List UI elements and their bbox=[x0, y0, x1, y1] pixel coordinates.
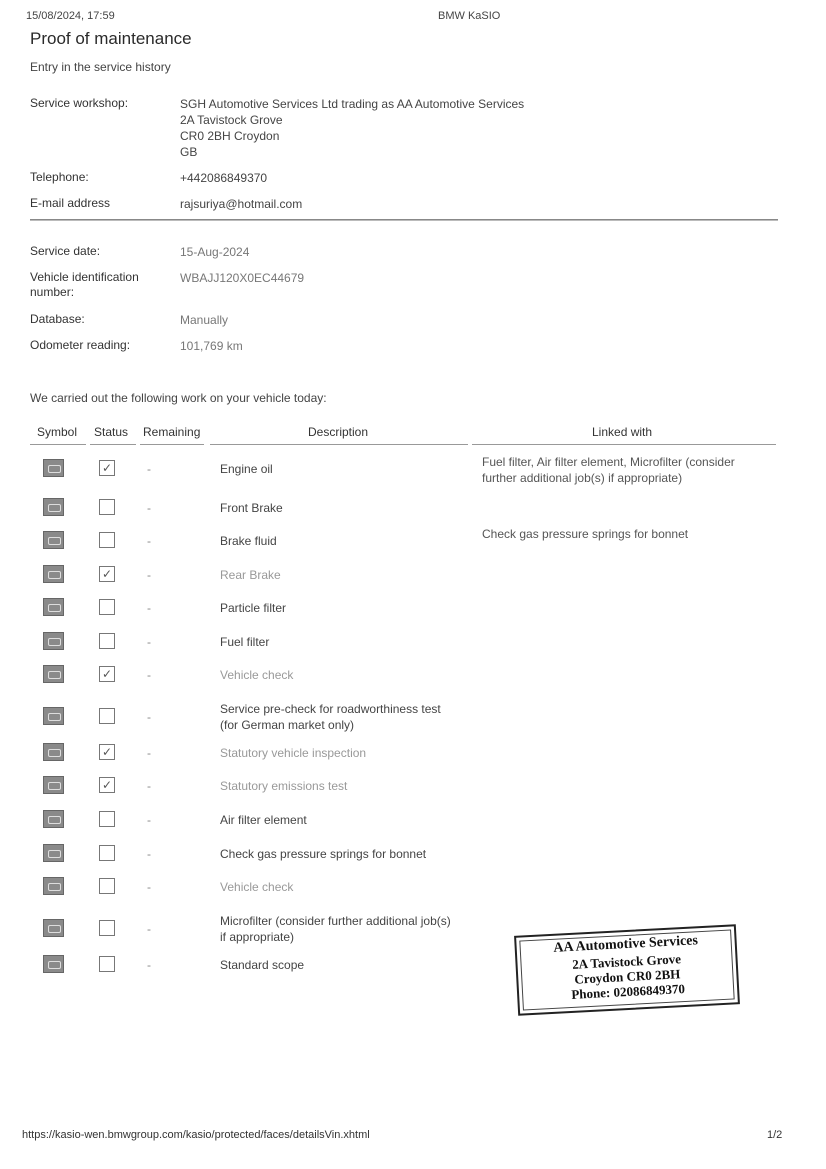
email-label: E-mail address bbox=[30, 196, 111, 210]
status-checkbox[interactable]: ✓ bbox=[99, 666, 115, 682]
col-status: Status bbox=[94, 425, 129, 439]
linked-with: Fuel filter, Air filter element, Microfilter (consider bbox=[482, 455, 735, 469]
remaining-value: - bbox=[147, 847, 151, 861]
item-description: Statutory vehicle inspection bbox=[220, 746, 367, 760]
service-workshop-label: Service workshop: bbox=[30, 96, 129, 110]
col-status-underline bbox=[90, 444, 136, 445]
status-checkbox[interactable] bbox=[99, 532, 115, 548]
status-checkbox[interactable]: ✓ bbox=[99, 777, 115, 793]
database-value: Manually bbox=[180, 313, 229, 327]
status-checkbox[interactable] bbox=[99, 599, 115, 615]
status-checkbox[interactable] bbox=[99, 811, 115, 827]
col-remaining-underline bbox=[140, 444, 204, 445]
status-checkbox[interactable]: ✓ bbox=[99, 744, 115, 760]
status-checkbox[interactable] bbox=[99, 956, 115, 972]
remaining-value: - bbox=[147, 462, 151, 476]
col-linked-underline bbox=[472, 444, 776, 445]
service-symbol-icon bbox=[43, 877, 64, 895]
item-description: Vehicle check bbox=[220, 880, 294, 894]
item-description: Front Brake bbox=[220, 501, 283, 515]
status-checkbox[interactable]: ✓ bbox=[99, 460, 115, 476]
odometer-label: Odometer reading: bbox=[30, 338, 131, 352]
service-symbol-icon bbox=[43, 531, 64, 549]
page-title: Proof of maintenance bbox=[30, 29, 192, 48]
service-symbol-icon bbox=[43, 743, 64, 761]
remaining-value: - bbox=[147, 668, 151, 682]
workshop-name: SGH Automotive Services Ltd trading as AA Automotive Services bbox=[180, 97, 525, 111]
item-description: Brake fluid bbox=[220, 534, 277, 548]
workshop-stamp bbox=[514, 924, 740, 1016]
item-description: Particle filter bbox=[220, 601, 287, 615]
service-symbol-icon bbox=[43, 919, 64, 937]
remaining-value: - bbox=[147, 568, 151, 582]
item-description-line2: (for German market only) bbox=[220, 718, 355, 732]
remaining-value: - bbox=[147, 635, 151, 649]
remaining-value: - bbox=[147, 922, 151, 936]
service-symbol-icon bbox=[43, 632, 64, 650]
linked-with-line2: further additional job(s) if appropriate) bbox=[482, 471, 683, 485]
email-value: rajsuriya@hotmail.com bbox=[180, 197, 303, 211]
item-description: Statutory emissions test bbox=[220, 779, 348, 793]
service-symbol-icon bbox=[43, 844, 64, 862]
remaining-value: - bbox=[147, 501, 151, 515]
item-description: Rear Brake bbox=[220, 568, 281, 582]
vin-label-line1: Vehicle identification bbox=[30, 270, 139, 284]
stamp-line-1: AA Automotive Services bbox=[553, 933, 699, 956]
print-datetime: 15/08/2024, 17:59 bbox=[26, 10, 115, 22]
service-date-label: Service date: bbox=[30, 244, 101, 258]
service-symbol-icon bbox=[43, 665, 64, 683]
remaining-value: - bbox=[147, 779, 151, 793]
status-checkbox[interactable] bbox=[99, 878, 115, 894]
item-description-line2: if appropriate) bbox=[220, 930, 295, 944]
item-description: Air filter element bbox=[220, 813, 307, 827]
status-checkbox[interactable] bbox=[99, 633, 115, 649]
status-checkbox[interactable] bbox=[99, 845, 115, 861]
database-label: Database: bbox=[30, 312, 85, 326]
workshop-street: 2A Tavistock Grove bbox=[180, 113, 283, 127]
col-description: Description bbox=[308, 425, 369, 439]
col-remaining: Remaining bbox=[143, 425, 201, 439]
vin-label-line2: number: bbox=[30, 285, 75, 299]
remaining-value: - bbox=[147, 958, 151, 972]
stamp-line-2: 2A Tavistock Grove bbox=[571, 951, 682, 972]
service-symbol-icon bbox=[43, 565, 64, 583]
workshop-city: CR0 2BH Croydon bbox=[180, 129, 280, 143]
status-checkbox[interactable] bbox=[99, 499, 115, 515]
work-intro: We carried out the following work on your vehicle today: bbox=[30, 391, 327, 405]
app-name: BMW KaSIO bbox=[438, 10, 501, 22]
page-number: 1/2 bbox=[767, 1129, 783, 1141]
status-checkbox[interactable]: ✓ bbox=[99, 566, 115, 582]
col-linked: Linked with bbox=[592, 425, 653, 439]
service-symbol-icon bbox=[43, 707, 64, 725]
telephone-value: +442086849370 bbox=[180, 171, 268, 185]
telephone-label: Telephone: bbox=[30, 170, 89, 184]
remaining-value: - bbox=[147, 746, 151, 760]
col-symbol: Symbol bbox=[37, 425, 78, 439]
item-description: Microfilter (consider further additional job(s) bbox=[220, 914, 451, 928]
status-checkbox[interactable] bbox=[99, 920, 115, 936]
linked-with: Check gas pressure springs for bonnet bbox=[482, 527, 689, 541]
service-symbol-icon bbox=[43, 810, 64, 828]
item-description: Vehicle check bbox=[220, 668, 294, 682]
service-symbol-icon bbox=[43, 498, 64, 516]
status-checkbox[interactable] bbox=[99, 708, 115, 724]
item-description: Check gas pressure springs for bonnet bbox=[220, 847, 427, 861]
stamp-line-4: Phone: 02086849370 bbox=[570, 981, 686, 1002]
workshop-country: GB bbox=[180, 145, 198, 159]
col-description-underline bbox=[210, 444, 468, 445]
remaining-value: - bbox=[147, 813, 151, 827]
page-subtitle: Entry in the service history bbox=[30, 60, 171, 74]
item-description: Engine oil bbox=[220, 462, 273, 476]
service-symbol-icon bbox=[43, 955, 64, 973]
stamp-line-3: Croydon CR0 2BH bbox=[574, 966, 681, 987]
page-url: https://kasio-wen.bmwgroup.com/kasio/protected/faces/detailsVin.xhtml bbox=[22, 1129, 370, 1141]
item-description: Fuel filter bbox=[220, 635, 270, 649]
item-description: Service pre-check for roadworthiness test bbox=[220, 702, 441, 716]
remaining-value: - bbox=[147, 710, 151, 724]
service-symbol-icon bbox=[43, 776, 64, 794]
section-divider bbox=[30, 219, 778, 221]
service-symbol-icon bbox=[43, 459, 64, 477]
remaining-value: - bbox=[147, 601, 151, 615]
vin-value: WBAJJ120X0EC44679 bbox=[180, 271, 305, 285]
col-symbol-underline bbox=[30, 444, 86, 445]
remaining-value: - bbox=[147, 534, 151, 548]
service-date-value: 15-Aug-2024 bbox=[180, 245, 250, 259]
item-description: Standard scope bbox=[220, 958, 305, 972]
odometer-value: 101,769 km bbox=[180, 339, 243, 353]
remaining-value: - bbox=[147, 880, 151, 894]
service-symbol-icon bbox=[43, 598, 64, 616]
